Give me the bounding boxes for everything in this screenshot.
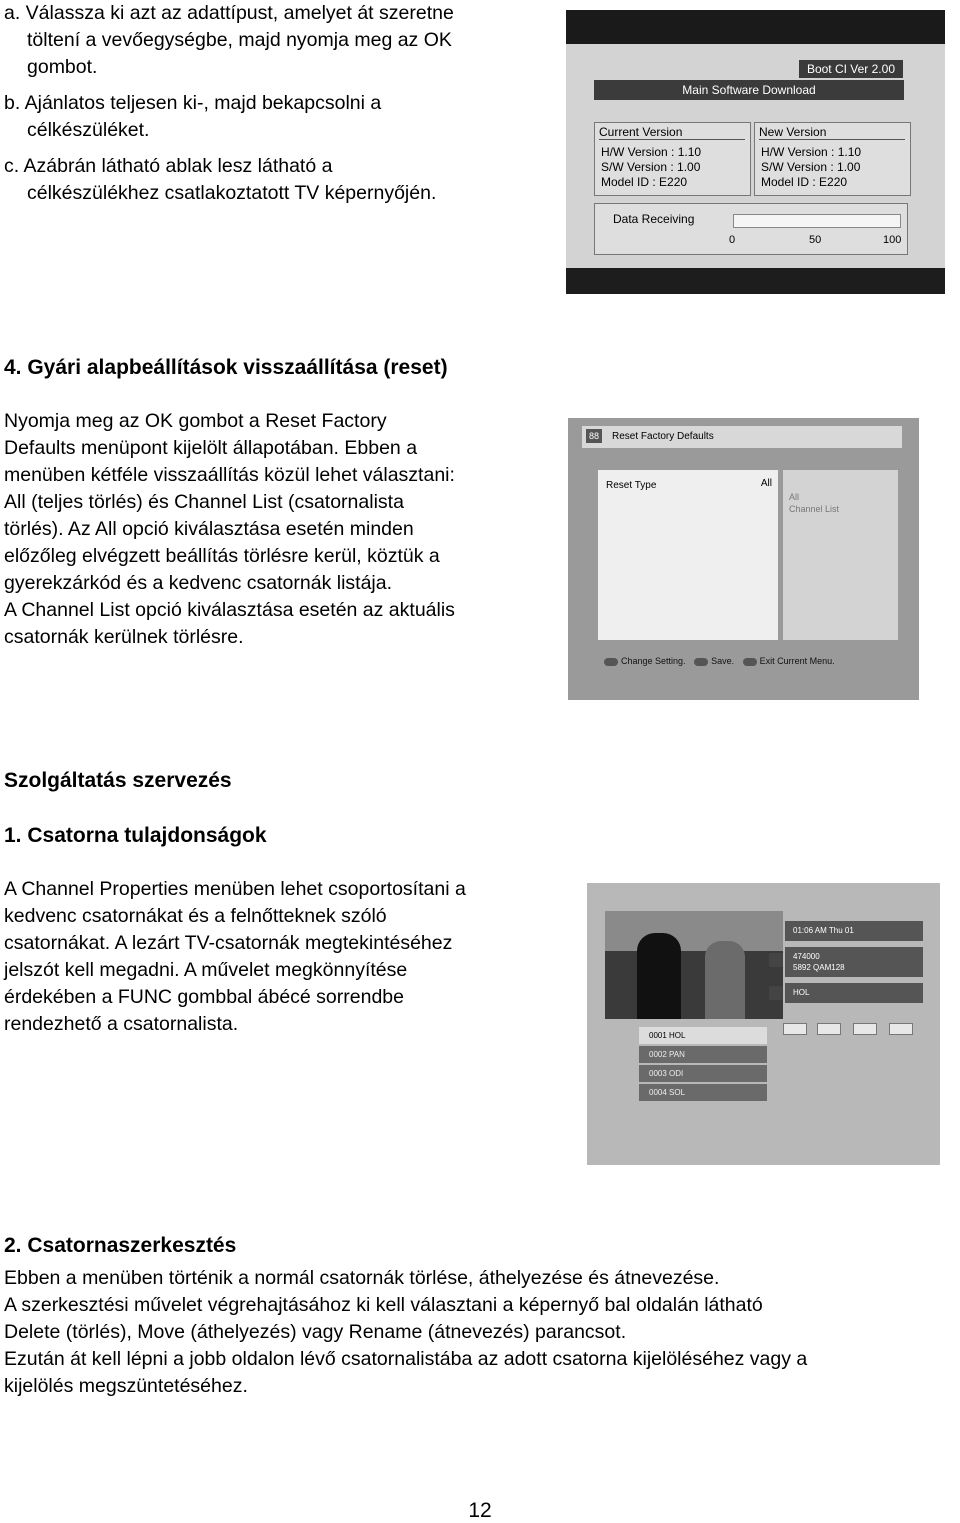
channel-editing-line: Ezután át kell lépni a jobb oldalon lévő csatornalistába az adott csatorna kijelöléséhez vagy a <box>4 1348 808 1370</box>
reset-type-value: All <box>760 478 772 489</box>
current-model-id: Model ID : E220 <box>601 175 688 189</box>
channel-properties-line: A Channel Properties menüben lehet csoportosítani a <box>4 878 466 900</box>
screen-title: Main Software Download <box>594 80 904 100</box>
reset-options-panel <box>783 470 898 640</box>
list-item-a-line1: a. Válassza ki azt az adattípust, amelyet át szeretne <box>4 2 454 24</box>
new-version-box <box>754 122 911 196</box>
list-item: 0003 ODI <box>639 1065 767 1082</box>
option-all: All <box>789 492 800 502</box>
section-4-line: All (teljes törlés) és Channel List (csatornalista <box>4 491 404 513</box>
services-heading: Szolgáltatás szervezés <box>4 769 232 792</box>
section-4-body <box>4 408 559 651</box>
new-hw-version: H/W Version : 1.10 <box>761 145 862 159</box>
info-frequency: 474000 5892 QAM128 <box>785 947 923 977</box>
hint-change: Change Setting. <box>621 656 686 666</box>
section-4-line: csatornák kerülnek törlésre. <box>4 626 244 648</box>
list-item-c-line1: c. Azábrán látható ablak lesz látható a <box>4 155 333 177</box>
section-4-line: Defaults menüpont kijelölt állapotában. Ebben a <box>4 437 418 459</box>
menu-number-icon: 88 <box>586 429 602 443</box>
tick-100: 100 <box>883 234 902 246</box>
list-item-b-line2: célkészüléket. <box>27 119 150 141</box>
section-4-heading: 4. Gyári alapbeállítások visszaállítása (reset) <box>4 356 448 379</box>
reset-title-bar <box>582 426 902 448</box>
list-item-c-line2: célkészülékhez csatlakoztatott TV képernyőjén. <box>27 182 437 204</box>
list-item-b-line1: b. Ajánlatos teljesen ki-, majd bekapcsolni a <box>4 92 382 114</box>
current-version-header: Current Version <box>599 125 745 140</box>
section-4-line: menüben kétféle visszaállítás közül lehet választani: <box>4 464 455 486</box>
channel-editing-line: Ebben a menüben történik a normál csatornák törlése, áthelyezése és átnevezése. <box>4 1267 720 1289</box>
list-item: 0002 PAN <box>639 1046 767 1063</box>
data-receiving-panel <box>594 203 908 255</box>
section-4-line: A Channel List opció kiválasztása esetén az aktuális <box>4 599 455 621</box>
list-item: 0001 HOL <box>639 1027 767 1044</box>
intro-list <box>4 0 554 207</box>
channel-list <box>639 1027 767 1103</box>
boot-version-badge: Boot CI Ver 2.00 <box>799 60 903 78</box>
channel-properties-screenshot <box>587 883 940 1165</box>
section-4-line: Nyomja meg az OK gombot a Reset Factory <box>4 410 387 432</box>
section-4-line: törlés). Az All opció kiválasztása esetén minden <box>4 518 414 540</box>
tv-preview-image <box>605 911 783 1019</box>
channel-properties-line: csatornákat. A lezárt TV-csatornák megtekintéséhez <box>4 932 453 954</box>
reset-factory-defaults-screenshot <box>568 418 919 700</box>
current-version-box <box>594 122 751 196</box>
current-sw-version: S/W Version : 1.00 <box>601 160 701 174</box>
new-model-id: Model ID : E220 <box>761 175 848 189</box>
channel-editing-body <box>4 1265 959 1400</box>
reset-type-panel <box>598 470 778 640</box>
channel-editing-line: kijelölés megszüntetéséhez. <box>4 1375 248 1397</box>
exit-button-icon <box>743 658 757 666</box>
screen-topbar <box>566 10 945 44</box>
new-sw-version: S/W Version : 1.00 <box>761 160 861 174</box>
channel-editing-line: A szerkesztési művelet végrehajtásához ki kell választani a képernyő bal oldalán látható <box>4 1294 763 1316</box>
reset-footer-hints <box>598 656 835 666</box>
channel-editing-heading: 2. Csatornaszerkesztés <box>4 1234 237 1257</box>
software-download-screenshot <box>566 10 945 294</box>
tick-50: 50 <box>809 234 822 246</box>
lock-icon <box>817 1023 841 1035</box>
channel-properties-line: érdekében a FUNC gombbal ábécé sorrendbe <box>4 986 404 1008</box>
hint-exit: Exit Current Menu. <box>759 656 835 666</box>
info-channel-name: HOL <box>785 983 923 1003</box>
section-4-line: gyerekzárkód és a kedvenc csatornák listája. <box>4 572 393 594</box>
hint-save: Save. <box>711 656 735 666</box>
channel-properties-body <box>4 876 569 1038</box>
data-receiving-label: Data Receiving <box>613 212 695 226</box>
skip-icon <box>853 1023 877 1035</box>
reset-type-label: Reset Type <box>606 480 657 491</box>
list-item: 0004 SOL <box>639 1084 767 1101</box>
page-number: 12 <box>468 1499 492 1522</box>
channel-properties-heading: 1. Csatorna tulajdonságok <box>4 824 267 847</box>
new-version-header: New Version <box>759 125 905 140</box>
channel-editing-line: Delete (törlés), Move (áthelyezés) vagy Rename (átnevezés) parancsot. <box>4 1321 627 1343</box>
satellite-icon <box>769 953 783 967</box>
section-4-line: előzőleg elvégzett beállítás törlésre kerül, köztük a <box>4 545 440 567</box>
save-button-icon <box>694 658 708 666</box>
change-button-icon <box>604 658 618 666</box>
tick-0: 0 <box>729 234 736 246</box>
option-channel-list: Channel List <box>789 504 840 514</box>
tv-icon <box>769 986 783 1000</box>
delete-icon <box>889 1023 913 1035</box>
channel-info-panel <box>785 921 923 1017</box>
list-item-a-line2: töltení a vevőegységbe, majd nyomja meg az OK <box>27 29 452 51</box>
progress-bar <box>733 214 901 228</box>
reset-title: Reset Factory Defaults <box>612 431 714 442</box>
channel-properties-line: kedvenc csatornákat és a felnőtteknek szóló <box>4 905 387 927</box>
info-datetime: 01:06 AM Thu 01 <box>785 921 923 941</box>
current-hw-version: H/W Version : 1.10 <box>601 145 702 159</box>
channel-properties-line: rendezhető a csatornalista. <box>4 1013 239 1035</box>
list-item-a-line3: gombot. <box>27 56 98 78</box>
fav-icon <box>783 1023 807 1035</box>
attribute-buttons <box>775 1023 931 1035</box>
channel-properties-line: jelszót kell megadni. A művelet megkönnyítése <box>4 959 408 981</box>
